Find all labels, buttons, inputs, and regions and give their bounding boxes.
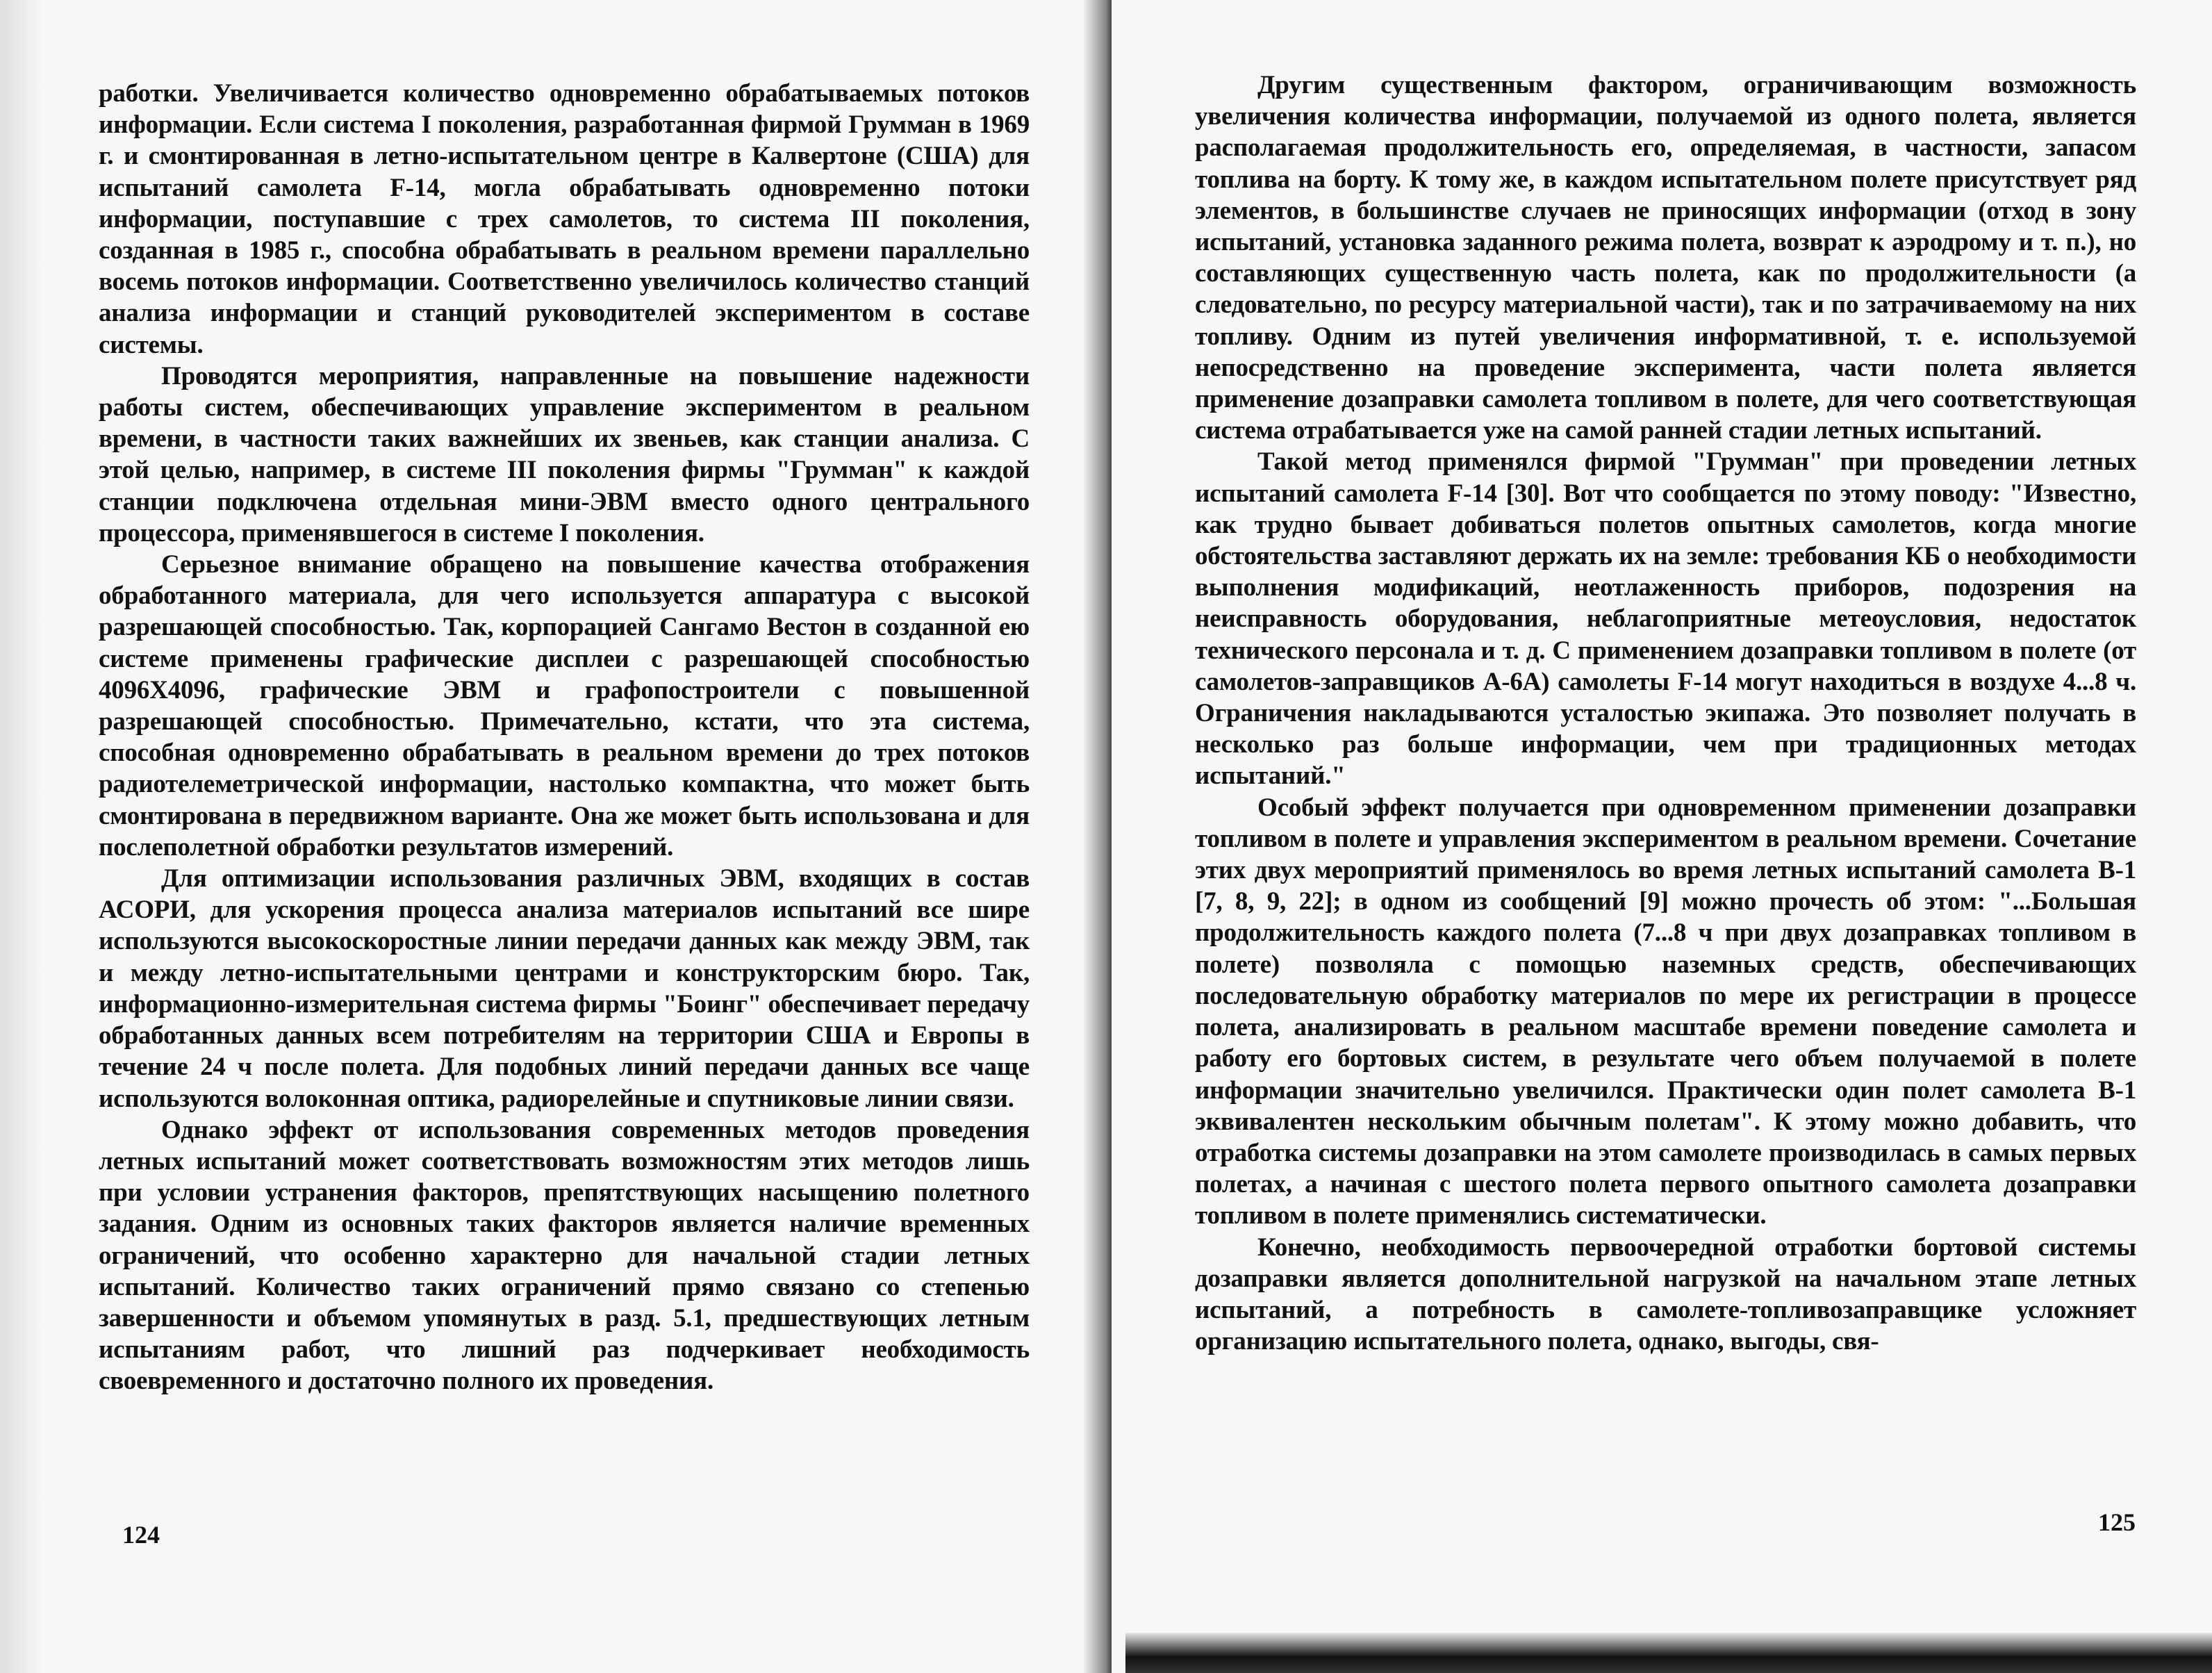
left-page (0, 0, 1105, 1673)
paragraph: работки. Увеличивается количество одновременно обрабатываемых потоков информации. Если система I поколения, разработанная фирмой Грумман в 1969 г. и смонтированная в летно-испытательном центре в Калвертоне (США) для испытаний самолета F-14, могла обрабатывать одновременно потоки информации, поступавшие с трех самолетов, то система III поколения, созданная в 1985 г., способна обрабатывать в реальном времени параллельно восемь потоков информации. Соответственно увеличилось количество станций анализа информации и станций руководителей экспериментом в составе системы. (99, 79, 1030, 359)
paragraph: Такой метод применялся фирмой "Грумман" при проведении летных испытаний самолета F-14 [30]. Вот что сообщается по этому поводу: "Известно, как трудно бывает добиваться полетов опытных самолетов, когда многие обстоятельства заставляют держать их на земле: требования КБ о необходимости выполнения модификаций, неотлаженность приборов, подозрения на неисправность оборудования, неблагоприятные метеоусловия, недостаток технического персонала и т. д. С применением дозаправки топливом в полете (от самолетов-заправщиков А-6А) самолеты F-14 могут находиться в воздухе 4...8 ч. Ограничения накладываются усталостью экипажа. Это позволяет получать в несколько раз больше информации, чем при традиционных методах испытаний." (1195, 447, 2136, 791)
page-number: 124 (122, 1521, 160, 1549)
page-bottom-edge (1125, 1633, 2212, 1673)
paragraph: Однако эффект от использования современных методов проведения летных испытаний может соответствовать возможностям этих методов лишь при условии устранения факторов, препятствующих насыщению полетного задания. Одним из основных таких факторов является наличие временных ограничений, что особенно характерно для начальной стадии летных испытаний. Количество таких ограничений прямо связано со степенью завершенности и объемом упомянутых в разд. 5.1, предшествующих летным испытаниям работ, что лишний раз подчеркивает необходимость своевременного и достаточно полного их проведения. (99, 1115, 1030, 1396)
paragraph: Конечно, необходимость первоочередной отработки бортовой системы дозаправки является дополнительной нагрузкой на начальном этапе летных испытаний, а потребность в самолете-топливозаправщике усложняет организацию испытательного полета, однако, выгоды, свя- (1195, 1233, 2136, 1356)
page-edge-shadow (0, 0, 42, 1673)
left-page-text (99, 78, 1030, 1397)
page-number: 125 (2098, 1508, 2136, 1536)
right-page (1112, 0, 2212, 1673)
paragraph: Другим существенным фактором, ограничивающим возможность увеличения количества информации, получаемой из одного полета, является располагаемая продолжительность его, определяемая, в частности, запасом топлива на борту. К тому же, в каждом испытательном полете присутствует ряд элементов, в большинстве случаев не приносящих информации (отход в зону испытаний, установка заданного режима полета, возврат к аэродрому и т. п.), но составляющих существенную часть полета, как по продолжительности (а следовательно, по ресурсу материальной части), так и по затрачиваемому на них топливу. Одним из путей увеличения информативной, т. е. используемой непосредственно на проведение эксперимента, части полета является применение дозаправки самолета топливом в полете, для чего соответствующая система отрабатывается уже на самой ранней стадии летных испытаний. (1195, 71, 2136, 445)
right-page-text (1195, 69, 2136, 1357)
paragraph: Особый эффект получается при одновременном применении дозаправки топливом в полете и управления экспериментом в реальном времени. Сочетание этих двух мероприятий применялось во время летных испытаний самолета B-1 [7, 8, 9, 22]; в одном из сообщений [9] можно прочесть об этом: "...Большая продолжительность каждого полета (7...8 ч при двух дозаправках топливом в полете) позволяла с помощью наземных средств, обеспечивающих последовательную обработку материалов по мере их регистрации в процессе полета, анализировать в реальном масштабе времени поведение самолета и работу его бортовых систем, в результате чего объем получаемой в полете информации значительно увеличился. Практически один полет самолета B-1 эквивалентен нескольким обычным полетам". К этому можно добавить, что отработка системы дозаправки на этом самолете производилась в самых первых полетах, а начиная с шестого полета первого опытного самолета дозаправки топливом в полете применялись систематически. (1195, 793, 2136, 1230)
paragraph: Серьезное внимание обращено на повышение качества отображения обработанного материала, для чего используется аппаратура с высокой разрешающей способностью. Так, корпорацией Сангамо Вестон в созданной ею системе применены графические дисплеи с разрешающей способностью 4096X4096, графические ЭВМ и графопостроители с повышенной разрешающей способностью. Примечательно, кстати, что эта система, способная одновременно обрабатывать в реальном времени до трех потоков радиотелеметрической информации, настолько компактна, что может быть смонтирована в передвижном варианте. Она же может быть использована и для послеполетной обработки результатов измерений. (99, 550, 1030, 862)
paragraph: Для оптимизации использования различных ЭВМ, входящих в состав АСОРИ, для ускорения процесса анализа материалов испытаний все шире используются высокоскоростные линии передачи данных как между ЭВМ, так и между летно-испытательными центрами и конструкторским бюро. Так, информационно-измерительная система фирмы "Боинг" обеспечивает передачу обработанных данных всем потребителям на территории США и Европы в течение 24 ч после полета. Для подобных линий передачи данных все чаще используются волоконная оптика, радиорелейные и спутниковые линии связи. (99, 864, 1030, 1113)
paragraph: Проводятся мероприятия, направленные на повышение надежности работы систем, обеспечивающих управление экспериментом в реальном времени, в частности таких важнейших их звеньев, как станции анализа. С этой целью, например, в системе III поколения фирмы "Грумман" к каждой станции подключена отдельная мини-ЭВМ вместо одного центрального процессора, применявшегося в системе I поколения. (99, 361, 1030, 547)
